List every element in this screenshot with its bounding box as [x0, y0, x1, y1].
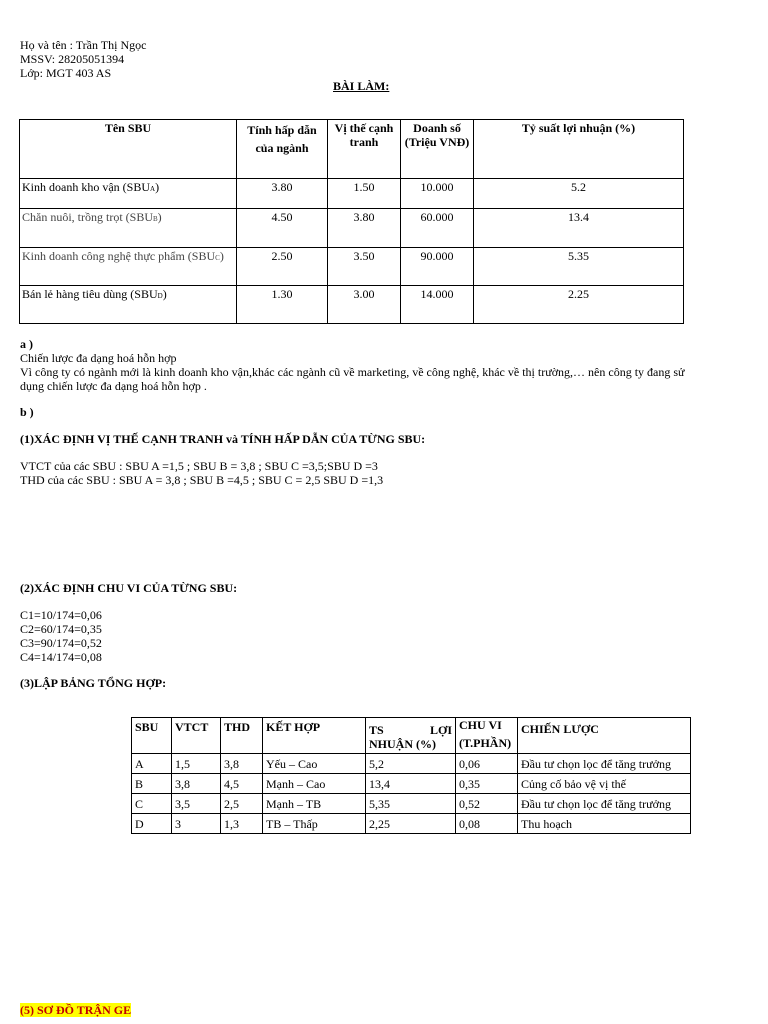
- table-row: [132, 754, 691, 774]
- profit-rate-cell: 5,2: [366, 754, 456, 774]
- position-cell: 1.50: [328, 179, 401, 209]
- sbu-name-cell: Bán lẻ hàng tiêu dùng (SBUD): [20, 286, 237, 324]
- attractiveness-cell: 3.80: [237, 179, 328, 209]
- vtct-values: VTCT của các SBU : SBU A =1,5 ; SBU B = 3,8 ; SBU C =3,5;SBU D =3: [20, 459, 378, 473]
- table-row: [132, 814, 691, 834]
- table-row: [20, 209, 684, 248]
- position-cell: 3.80: [328, 209, 401, 248]
- col-header-sbu-name: Tên SBU: [20, 120, 237, 179]
- col-header-vtct: VTCT: [172, 718, 221, 754]
- table-row: [20, 286, 684, 324]
- student-id: MSSV: 28205051394: [20, 52, 125, 66]
- col-header-sales: Doanh số (Triệu VNĐ): [401, 120, 474, 179]
- sbu-table-header-row: [20, 120, 684, 179]
- attractiveness-cell: 2.50: [237, 248, 328, 286]
- profit-cell: 13.4: [474, 209, 684, 248]
- thd-cell: 4,5: [221, 774, 263, 794]
- section-a-strategy: Chiến lược đa dạng hoá hỗn hợp: [20, 351, 177, 365]
- attractiveness-cell: 1.30: [237, 286, 328, 324]
- table-row: [20, 179, 684, 209]
- table-row: [132, 794, 691, 814]
- circumference-cell: 0,08: [456, 814, 518, 834]
- thd-values: THD của các SBU : SBU A = 3,8 ; SBU B =4,5 ; SBU C = 2,5 SBU D =1,3: [20, 473, 384, 487]
- table-row: [20, 248, 684, 286]
- vtct-cell: 3,5: [172, 794, 221, 814]
- position-cell: 3.50: [328, 248, 401, 286]
- thd-cell: 1,3: [221, 814, 263, 834]
- section-b-heading-2: (2)XÁC ĐỊNH CHU VI CỦA TỪNG SBU:: [20, 581, 238, 595]
- sbu-cell: A: [132, 754, 172, 774]
- student-class: Lớp: MGT 403 AS: [20, 66, 112, 80]
- position-cell: 3.00: [328, 286, 401, 324]
- circumference-c2: C2=60/174=0,35: [20, 622, 102, 636]
- circumference-c1: C1=10/174=0,06: [20, 608, 102, 622]
- sales-cell: 90.000: [401, 248, 474, 286]
- sales-cell: 60.000: [401, 209, 474, 248]
- page-title: BÀI LÀM:: [333, 79, 390, 93]
- col-header-profit: Tỷ suất lợi nhuận (%): [474, 120, 684, 179]
- circumference-c3: C3=90/174=0,52: [20, 636, 102, 650]
- profit-rate-cell: 13,4: [366, 774, 456, 794]
- strategy-cell: Thu hoạch: [518, 814, 691, 834]
- section-b-label: b ): [20, 405, 34, 419]
- section-a-label: a ): [20, 337, 33, 351]
- attractiveness-cell: 4.50: [237, 209, 328, 248]
- thd-cell: 2,5: [221, 794, 263, 814]
- section-a-explanation-cont: dụng chiến lược đa dạng hoá hỗn hợp .: [20, 379, 207, 393]
- sbu-cell: B: [132, 774, 172, 794]
- ge-matrix-heading: [20, 1003, 131, 1017]
- vtct-cell: 3: [172, 814, 221, 834]
- circumference-c4: C4=14/174=0,08: [20, 650, 102, 664]
- section-b-heading-3: (3)LẬP BẢNG TỔNG HỢP:: [20, 676, 167, 690]
- section-b-heading-1: (1)XÁC ĐỊNH VỊ THẾ CẠNH TRANH và TÍNH HẤP DẪN CỦA TỪNG SBU:: [20, 432, 426, 446]
- strategy-cell: Củng cố bảo vệ vị thế: [518, 774, 691, 794]
- summary-table: [131, 717, 691, 834]
- combo-cell: Yếu – Cao: [263, 754, 366, 774]
- vtct-cell: 3,8: [172, 774, 221, 794]
- sbu-name-cell: Kinh doanh kho vận (SBUA): [20, 179, 237, 209]
- profit-cell: 5.35: [474, 248, 684, 286]
- sales-cell: 14.000: [401, 286, 474, 324]
- col-header-circumference: CHU VI (T.PHẦN): [456, 718, 518, 754]
- sbu-name-cell: Chăn nuôi, trồng trọt (SBUB): [20, 209, 237, 248]
- sbu-table: [19, 119, 684, 324]
- combo-cell: Mạnh – TB: [263, 794, 366, 814]
- strategy-cell: Đầu tư chọn lọc để tăng trưởng: [518, 754, 691, 774]
- col-header-strategy: CHIẾN LƯỢC: [518, 718, 691, 754]
- col-header-attractiveness: Tính hấp dẫn của ngành: [237, 120, 328, 179]
- circumference-cell: 0,35: [456, 774, 518, 794]
- profit-cell: 5.2: [474, 179, 684, 209]
- combo-cell: TB – Thấp: [263, 814, 366, 834]
- col-header-profit-rate: TS LỢI NHUẬN (%): [366, 718, 456, 754]
- table-row: [132, 774, 691, 794]
- strategy-cell: Đầu tư chọn lọc để tăng trưởng: [518, 794, 691, 814]
- combo-cell: Mạnh – Cao: [263, 774, 366, 794]
- col-header-sbu: SBU: [132, 718, 172, 754]
- profit-cell: 2.25: [474, 286, 684, 324]
- summary-table-header-row: [132, 718, 691, 754]
- col-header-position: Vị thế cạnh tranh: [328, 120, 401, 179]
- circumference-cell: 0,06: [456, 754, 518, 774]
- profit-rate-cell: 2,25: [366, 814, 456, 834]
- sbu-name-cell: Kinh doanh công nghệ thực phẩm (SBUC): [20, 248, 237, 286]
- sales-cell: 10.000: [401, 179, 474, 209]
- sbu-cell: D: [132, 814, 172, 834]
- thd-cell: 3,8: [221, 754, 263, 774]
- student-name: Họ và tên : Trần Thị Ngọc: [20, 38, 147, 52]
- profit-rate-cell: 5,35: [366, 794, 456, 814]
- sbu-cell: C: [132, 794, 172, 814]
- col-header-combo: KẾT HỢP: [263, 718, 366, 754]
- section-a-explanation: Vì công ty có ngành mới là kinh doanh kho vận,khác các ngành cũ về marketing, về công nghệ, khác về thị trường,… nên công ty đang sử: [20, 365, 685, 379]
- circumference-cell: 0,52: [456, 794, 518, 814]
- vtct-cell: 1,5: [172, 754, 221, 774]
- ge-matrix-heading-text: (5) SƠ ĐỒ TRẬN GE: [20, 1003, 132, 1017]
- col-header-thd: THD: [221, 718, 263, 754]
